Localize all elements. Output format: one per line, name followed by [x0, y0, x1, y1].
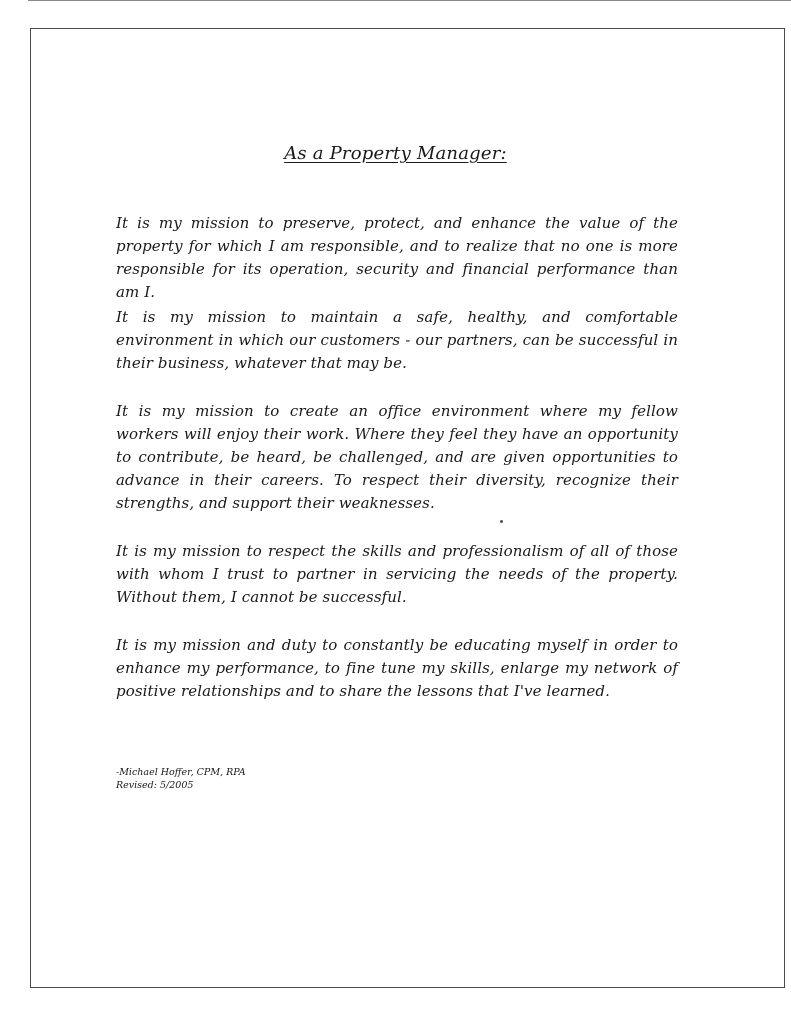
mission-paragraph-4: It is my mission to respect the skills and professionalism of all of those with whom I trust to partner in servicing the needs of the property. Without them, I cannot be successful.	[116, 542, 678, 606]
mission-paragraph-5: It is my mission and duty to constantly be educating myself in order to enhance my performance, to fine tune my skills, enlarge my network of positive relationships and to share the lessons that I've learned.	[116, 636, 678, 700]
mission-paragraph-3: It is my mission to create an office environment where my fellow workers will enjoy their work. Where they feel they have an opportunity to contribute, be heard, be challenged, and are given opportunities to advance in their careers. To respect their diversity, recognize their strengths, and support their weaknesses.	[116, 402, 678, 512]
mission-paragraph-1: It is my mission to preserve, protect, and enhance the value of the property for which I am responsible, and to realize that no one is more responsible for its operation, security and financial performance than am I.	[116, 214, 678, 301]
signature-author: -Michael Hoffer, CPM, RPA	[116, 767, 246, 778]
signature-block	[116, 766, 246, 792]
revision-date: Revised: 5/2005	[116, 780, 194, 791]
document-title: As a Property Manager:	[284, 143, 507, 164]
scan-speck	[500, 520, 503, 523]
mission-paragraph-2: It is my mission to maintain a safe, healthy, and comfortable environment in which our customers - our partners, can be successful in their business, whatever that may be.	[116, 308, 678, 372]
page-edge	[28, 0, 791, 1]
